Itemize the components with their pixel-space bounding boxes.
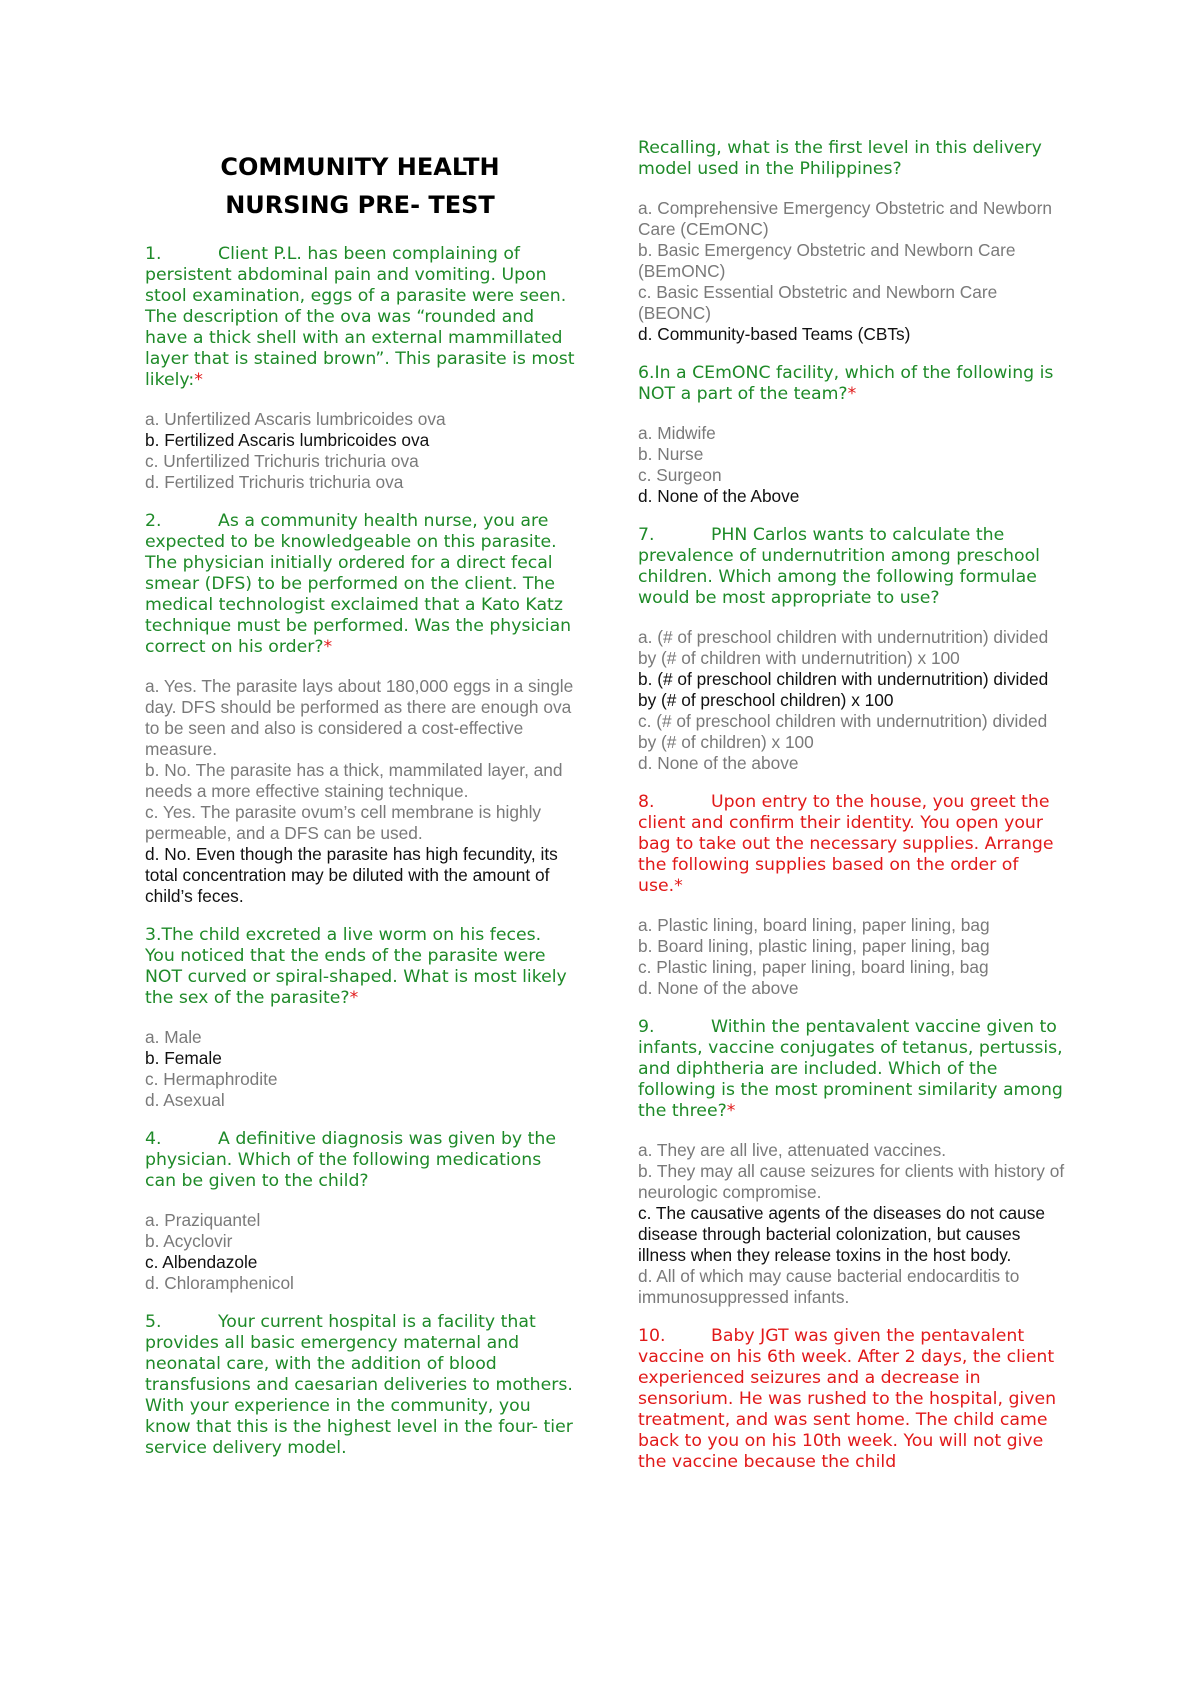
option: c. Yes. The parasite ovum’s cell membrane is highly permeable, and a DFS can be used. xyxy=(145,802,542,843)
question-number: 8. xyxy=(638,792,655,812)
option: b. Nurse xyxy=(638,444,704,464)
question-text: Within the pentavalent vaccine given to infants, vaccine conjugates of tetanus, pertussis, and diphtheria are included. Which of the following is the most prominent similarity among the three? xyxy=(638,1017,1063,1121)
question-3 xyxy=(145,925,575,1009)
option: c. (# of preschool children with undernutrition) divided by (# of children) x 100 xyxy=(638,711,1048,752)
question-text: PHN Carlos wants to calculate the prevalence of undernutrition among preschool children. Which among the following formulae would be most appropriate to use? xyxy=(638,525,1040,608)
option: a. Praziquantel xyxy=(145,1210,261,1230)
document-title xyxy=(145,148,575,224)
option-correct: b. Female xyxy=(145,1048,222,1068)
question-text: Recalling, what is the first level in this delivery model used in the Philippines? xyxy=(638,138,1042,179)
question-10 xyxy=(638,1326,1068,1473)
option: c. Hermaphrodite xyxy=(145,1069,278,1089)
title-line-2: NURSING PRE- TEST xyxy=(225,191,495,219)
option: c. Unfertilized Trichuris trichuria ova xyxy=(145,451,419,471)
option: d. None of the above xyxy=(638,978,799,998)
option: a. Comprehensive Emergency Obstetric and Newborn Care (CEmONC) xyxy=(638,198,1052,239)
option: b. Acyclovir xyxy=(145,1231,233,1251)
question-8-options xyxy=(638,915,1068,999)
option: d. Chloramphenicol xyxy=(145,1273,294,1293)
option: a. Midwife xyxy=(638,423,716,443)
option: b. Board lining, plastic lining, paper lining, bag xyxy=(638,936,990,956)
question-text: Baby JGT was given the pentavalent vaccine on his 6th week. After 2 days, the client experienced seizures and a decrease in sensorium. He was rushed to the hospital, given treatment, and was sent home. The child came back to you on his 10th week. You will not give the vaccine because the child xyxy=(638,1326,1057,1472)
option: c. Surgeon xyxy=(638,465,722,485)
option: d. Asexual xyxy=(145,1090,225,1110)
option: b. They may all cause seizures for clients with history of neurologic compromise. xyxy=(638,1161,1065,1202)
question-number: 1. xyxy=(145,244,162,264)
required-mark: * xyxy=(847,384,857,404)
question-9-options xyxy=(638,1140,1068,1308)
question-text: Upon entry to the house, you greet the client and confirm their identity. You open your bag to take out the necessary supplies. Arrange the following supplies based on the order of use. xyxy=(638,792,1054,896)
question-1-options xyxy=(145,409,575,493)
option-correct: b. Fertilized Ascaris lumbricoides ova xyxy=(145,430,430,450)
question-3-options xyxy=(145,1027,575,1111)
option-correct: c. The causative agents of the diseases do not cause disease through bacterial colonization, but causes illness when they release toxins in the host body. xyxy=(638,1203,1046,1265)
option: a. (# of preschool children with undernutrition) divided by (# of children with undernutrition) x 100 xyxy=(638,627,1049,668)
option: b. Basic Emergency Obstetric and Newborn Care (BEmONC) xyxy=(638,240,1016,281)
left-column xyxy=(145,138,575,1477)
option: a. They are all live, attenuated vaccines. xyxy=(638,1140,947,1160)
option: d. None of the above xyxy=(638,753,799,773)
option: a. Male xyxy=(145,1027,202,1047)
option: d. All of which may cause bacterial endocarditis to immunosuppressed infants. xyxy=(638,1266,1020,1307)
required-mark: * xyxy=(349,988,359,1008)
question-text: 3.The child excreted a live worm on his feces. You noticed that the ends of the parasite were NOT curved or spiral-shaped. What is most likely the sex of the parasite? xyxy=(145,925,567,1008)
option-correct: d. No. Even though the parasite has high fecundity, its total concentration may be diluted with the amount of child’s feces. xyxy=(145,844,558,906)
question-5-options xyxy=(638,198,1068,345)
question-number: 2. xyxy=(145,511,162,531)
required-mark: * xyxy=(674,876,683,896)
question-text: A definitive diagnosis was given by the physician. Which of the following medications can be given to the child? xyxy=(145,1129,556,1191)
option: b. No. The parasite has a thick, mammilated layer, and needs a more effective staining technique. xyxy=(145,760,563,801)
option-correct: c. Albendazole xyxy=(145,1252,258,1272)
required-mark: * xyxy=(194,370,203,390)
required-mark: * xyxy=(726,1101,736,1121)
question-number: 7. xyxy=(638,525,655,545)
question-2-options xyxy=(145,676,575,907)
question-8 xyxy=(638,792,1068,897)
right-column xyxy=(638,138,1068,1491)
question-text: As a community health nurse, you are expected to be knowledgeable on this parasite. The physician initially ordered for a direct fecal smear (DFS) to be performed on the client. The medical technologist exclaimed that a Kato Katz technique must be performed. Was the physician correct on his order? xyxy=(145,511,572,657)
option: d. Fertilized Trichuris trichuria ova xyxy=(145,472,404,492)
question-4-options xyxy=(145,1210,575,1294)
question-number: 4. xyxy=(145,1129,162,1149)
option: c. Plastic lining, paper lining, board lining, bag xyxy=(638,957,989,977)
question-text: Client P.L. has been complaining of persistent abdominal pain and vomiting. Upon stool examination, eggs of a parasite were seen. The description of the ova was “rounded and have a thick shell with an external mammillated layer that is stained brown”. This parasite is most likely: xyxy=(145,244,575,390)
question-number: 9. xyxy=(638,1017,655,1037)
option: a. Unfertilized Ascaris lumbricoides ova xyxy=(145,409,446,429)
question-5 xyxy=(145,1312,575,1459)
question-number: 5. xyxy=(145,1312,162,1332)
option-correct: d. None of the Above xyxy=(638,486,800,506)
question-1 xyxy=(145,244,575,391)
option-correct: d. Community-based Teams (CBTs) xyxy=(638,324,911,344)
question-6-options xyxy=(638,423,1068,507)
option: a. Plastic lining, board lining, paper lining, bag xyxy=(638,915,990,935)
question-text: 6.In a CEmONC facility, which of the following is NOT a part of the team? xyxy=(638,363,1054,404)
question-6 xyxy=(638,363,1068,405)
option: c. Basic Essential Obstetric and Newborn Care (BEONC) xyxy=(638,282,998,323)
question-7-options xyxy=(638,627,1068,774)
option: a. Yes. The parasite lays about 180,000 eggs in a single day. DFS should be performed as there are enough ova to be seen and also is considered a cost-effective measure. xyxy=(145,676,574,759)
question-4 xyxy=(145,1129,575,1192)
question-2 xyxy=(145,511,575,658)
question-9 xyxy=(638,1017,1068,1122)
question-7 xyxy=(638,525,1068,609)
question-number: 10. xyxy=(638,1326,666,1346)
required-mark: * xyxy=(323,637,333,657)
option-correct: b. (# of preschool children with undernutrition) divided by (# of preschool children) x 100 xyxy=(638,669,1049,710)
question-5-continued xyxy=(638,138,1068,180)
question-text: Your current hospital is a facility that provides all basic emergency maternal and neonatal care, with the addition of blood transfusions and caesarian deliveries to mothers. With your experience in the community, you know that this is the highest level in the four- tier service delivery model. xyxy=(145,1312,573,1458)
title-line-1: COMMUNITY HEALTH xyxy=(220,153,500,181)
